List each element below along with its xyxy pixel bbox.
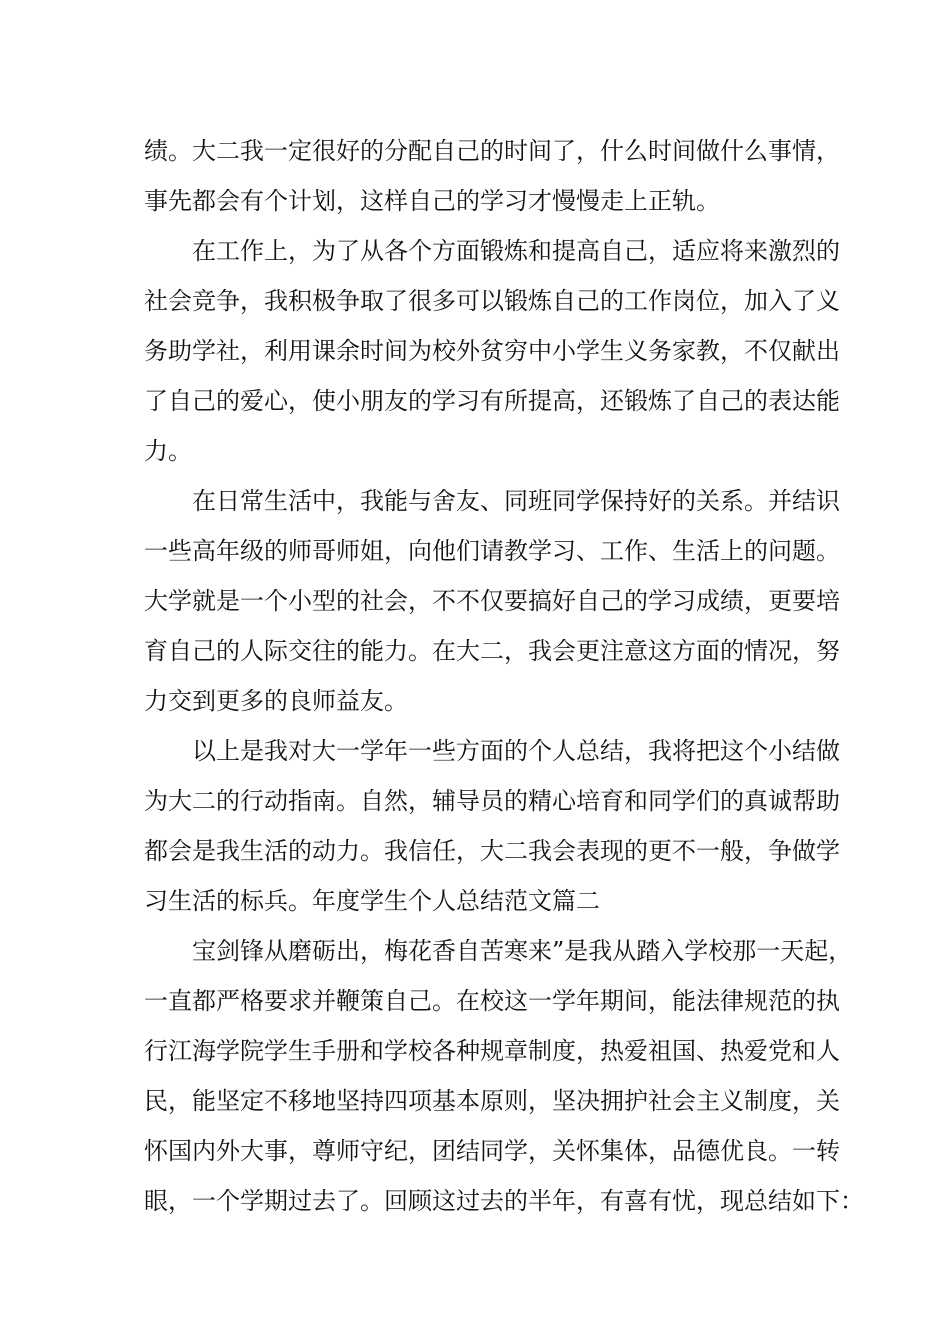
text-line: 在日常生活中，我能与舍友、同班同学保持好的关系。并结识	[144, 487, 840, 515]
text-line: 力交到更多的良师益友。	[144, 687, 408, 715]
text-line: 大学就是一个小型的社会，不不仅要搞好自己的学习成绩，更要培	[144, 587, 840, 615]
text-line: 在工作上，为了从各个方面锻炼和提高自己，适应将来激烈的	[144, 237, 840, 265]
text-line: 习生活的标兵。年度学生个人总结范文篇二	[144, 887, 600, 915]
text-line: 力。	[144, 437, 192, 465]
text-line: 一直都严格要求并鞭策自己。在校这一学年期间，能法律规范的执	[144, 987, 840, 1015]
text-line: 社会竞争，我积极争取了很多可以锻炼自己的工作岗位，加入了义	[144, 287, 840, 315]
text-line: 事先都会有个计划，这样自己的学习才慢慢走上正轨。	[144, 187, 720, 215]
text-line: 务助学社，利用课余时间为校外贫穷中小学生义务家教，不仅献出	[144, 337, 840, 365]
text-line: 一些高年级的师哥师姐，向他们请教学习、工作、生活上的问题。	[144, 537, 840, 565]
text-line: 了自己的爱心，使小朋友的学习有所提高，还锻炼了自己的表达能	[144, 387, 840, 415]
text-line: 都会是我生活的动力。我信任，大二我会表现的更不一般，争做学	[144, 837, 840, 865]
text-line: 怀国内外大事，尊师守纪，团结同学，关怀集体，品德优良。一转	[144, 1137, 840, 1165]
text-line: 为大二的行动指南。自然，辅导员的精心培育和同学们的真诚帮助	[144, 787, 840, 815]
text-line: 眼，一个学期过去了。回顾这过去的半年，有喜有忧，现总结如下：	[144, 1187, 864, 1215]
body-text	[144, 126, 864, 1226]
text-line: 以上是我对大一学年一些方面的个人总结，我将把这个小结做	[144, 737, 840, 765]
text-line: 绩。大二我一定很好的分配自己的时间了，什么时间做什么事情，	[144, 137, 840, 165]
text-line: 民，能坚定不移地坚持四项基本原则，坚决拥护社会主义制度，关	[144, 1087, 840, 1115]
text-line: 育自己的人际交往的能力。在大二，我会更注意这方面的情况，努	[144, 637, 840, 665]
text-line: 宝剑锋从磨砺出，梅花香自苦寒来”是我从踏入学校那一天起，	[144, 937, 853, 965]
text-line: 行江海学院学生手册和学校各种规章制度，热爱祖国、热爱党和人	[144, 1037, 840, 1065]
